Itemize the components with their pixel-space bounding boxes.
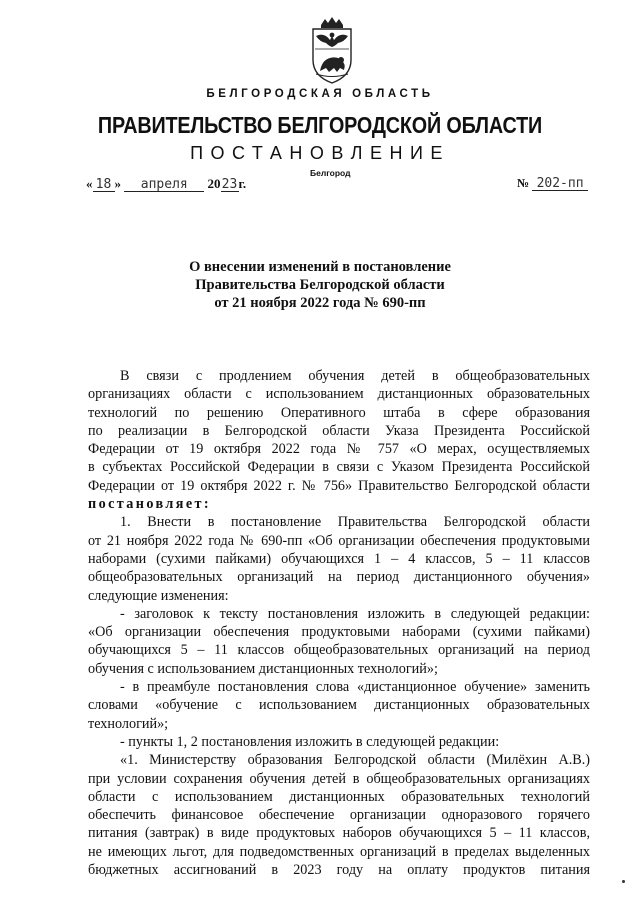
scan-mark <box>622 880 625 883</box>
body-line: 1. Внести в постановление Правительства Белгородской области <box>120 514 590 531</box>
body-line: обучения с использованием дистанционных технологий»; <box>88 660 438 677</box>
coat-of-arms-icon <box>304 16 360 86</box>
body-line: в субъектах Российской Федерации в связи с Указом Президента Российской <box>88 459 590 476</box>
title-line: О внесении изменений в постановление <box>189 259 451 275</box>
body-line: при условии сохранения обучения детей в общеобразовательных организациях <box>88 770 590 787</box>
government-name: ПРАВИТЕЛЬСТВО БЕЛГОРОДСКОЙ ОБЛАСТИ <box>97 112 543 138</box>
body-line: технологий»; <box>88 715 169 732</box>
body-line: «Об организации обеспечения продуктовыми наборами (сухими пайками) <box>88 624 590 641</box>
date-day: 18 <box>93 178 115 192</box>
date-year-suffix: 23 <box>221 177 238 192</box>
body-line: «1. Министерству образования Белгородской области (Милёхин А.В.) <box>120 752 590 769</box>
title-line: от 21 ноября 2022 года № 690-пп <box>214 295 426 311</box>
document-number <box>517 176 588 191</box>
city-name: Белгород <box>310 168 351 178</box>
number-sign: № <box>517 176 530 190</box>
body-line: наборами (сухими пайками) обучающихся 1 – 4 классов, 5 – 11 классов <box>88 550 590 567</box>
document-date <box>86 176 246 192</box>
body-line: словами «обучение с использованием дистанционных образовательных <box>88 697 590 714</box>
body-decree-word: постановляет: <box>88 496 212 513</box>
body-line: общеобразовательных организаций на период дистанционного обучения» <box>88 569 590 586</box>
date-quote-open: « <box>86 176 93 191</box>
document-body <box>88 367 590 879</box>
body-line: от 21 ноября 2022 года № 690-пп «Об организации обеспечения продуктовыми <box>88 532 590 549</box>
body-line: обучающихся 5 – 11 классов общеобразовательных организаций на период <box>88 642 590 659</box>
body-line: В связи с продлением обучения детей в общеобразовательных <box>120 368 590 384</box>
body-line: питания (завтрак) в виде продуктовых наборов обучающихся 5 – 11 классов, <box>88 825 590 842</box>
body-line: области с использованием дистанционных образовательных технологий <box>88 788 590 805</box>
document-type: ПОСТАНОВЛЕНИЕ <box>190 143 450 163</box>
document-title <box>0 258 640 312</box>
body-line: - заголовок к тексту постановления изложить в следующей редакции: <box>120 605 590 622</box>
region-name: БЕЛГОРОДСКАЯ ОБЛАСТЬ <box>206 88 434 100</box>
date-month: апреля <box>124 178 204 192</box>
date-year-prefix: 20 <box>207 176 221 191</box>
body-line: организациях области с использованием дистанционных образовательных <box>88 386 590 403</box>
body-line: следующие изменения: <box>88 587 229 604</box>
body-line: не имеющих льгот, для подведомственных организаций в пределах выделенных <box>88 843 590 860</box>
number-value: 202-пп <box>532 177 588 191</box>
body-line: технологий по решению Оперативного штаба в сфере образования <box>88 404 590 421</box>
date-year-g: г. <box>238 176 247 191</box>
title-line: Правительства Белгородской области <box>195 277 445 293</box>
body-line: Федерации от 19 октября 2022 г. № 756» Правительство Белгородской области <box>88 477 590 494</box>
body-line: Федерации от 19 октября 2022 года № 757 «О мерах, осуществляемых <box>88 441 590 458</box>
body-line: по реализации в Белгородской области Указа Президента Российской <box>88 422 590 439</box>
body-line: - в преамбуле постановления слова «дистанционное обучение» заменить <box>120 679 590 696</box>
date-quote-close: » <box>114 176 121 191</box>
body-line: бюджетных ассигнований в 2023 году на оплату продуктов питания <box>88 862 590 879</box>
body-line: - пункты 1, 2 постановления изложить в следующей редакции: <box>120 733 500 750</box>
body-line: обеспечить финансовое обеспечение организации одноразового горячего <box>88 807 590 824</box>
